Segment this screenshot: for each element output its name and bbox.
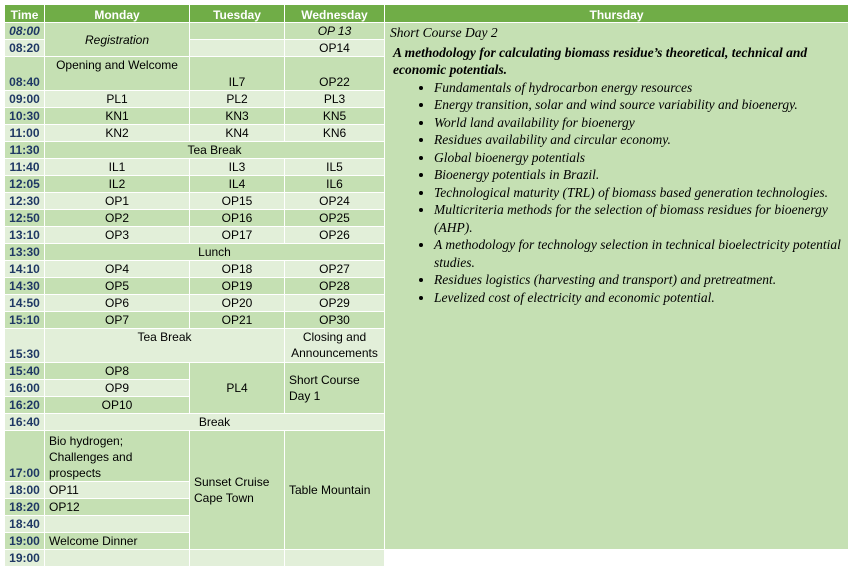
monday-op12: OP12 [45,499,190,516]
wednesday-op28: OP28 [285,278,385,295]
col-header-monday: Monday [45,5,190,23]
tuesday-pl4: PL4 [190,363,285,414]
monday-il1: IL1 [45,159,190,176]
time-cell: 18:40 [5,516,45,533]
header-row [5,5,849,23]
wednesday-op24: OP24 [285,193,385,210]
empty-cell [190,23,285,40]
time-cell: 12:05 [5,176,45,193]
topic-item: • Residues availability and circular economy. [434,131,844,149]
tuesday-pl2: PL2 [190,91,285,108]
time-cell: 16:20 [5,397,45,414]
monday-op5: OP5 [45,278,190,295]
monday-registration [45,23,190,57]
time-cell: 19:00 [5,550,45,567]
time-cell: 19:00 [5,533,45,550]
topic-item: • A methodology for technology selection in technical bioelectricity potential studies. [434,236,844,271]
wednesday-closing-announcements: Closing and Announcements [285,329,385,363]
wednesday-table-mountain: Table Mountain [285,431,385,550]
monday-op10: OP10 [45,397,190,414]
monday-pl1: PL1 [45,91,190,108]
tuesday-kn4: KN4 [190,125,285,142]
tuesday-op17: OP17 [190,227,285,244]
tuesday-op15: OP15 [190,193,285,210]
thursday-topic-list [390,79,844,307]
time-cell: 10:30 [5,108,45,125]
time-cell: 11:40 [5,159,45,176]
empty-cell [190,40,285,57]
monday-il2: IL2 [45,176,190,193]
tuesday-op18: OP18 [190,261,285,278]
time-cell: 11:30 [5,142,45,159]
monday-op11: OP11 [45,482,190,499]
tuesday-op19: OP19 [190,278,285,295]
topic-item: • Residues logistics (harvesting and transport) and pretreatment. [434,271,844,289]
wednesday-op22: OP22 [285,57,385,91]
time-cell: 12:50 [5,210,45,227]
wednesday-op26: OP26 [285,227,385,244]
monday-welcome-dinner: Welcome Dinner [45,533,190,550]
time-cell: 11:00 [5,125,45,142]
thursday-subtitle: Short Course Day 2 [390,25,498,40]
break-row: Break [45,414,385,431]
wednesday-op27: OP27 [285,261,385,278]
col-header-thursday: Thursday [385,5,849,23]
tuesday-op16: OP16 [190,210,285,227]
time-cell: 08:40 [5,57,45,91]
monday-kn1: KN1 [45,108,190,125]
monday-op2: OP2 [45,210,190,227]
time-cell: 13:30 [5,244,45,261]
monday-op7: OP7 [45,312,190,329]
time-cell: 17:00 [5,431,45,482]
monday-bio-hydrogen: Bio hydrogen; Challenges and prospects [45,431,190,482]
wednesday-op29: OP29 [285,295,385,312]
monday-op4: OP4 [45,261,190,278]
time-cell: 08:20 [5,40,45,57]
empty-cell [190,550,285,567]
time-cell: 15:30 [5,329,45,363]
tea-break-afternoon: Tea Break [45,329,285,363]
col-header-tuesday: Tuesday [190,5,285,23]
monday-opening-welcome: Opening and Welcome [45,57,190,91]
topic-item: • Bioenergy potentials in Brazil. [434,166,844,184]
monday-kn2: KN2 [45,125,190,142]
wednesday-il6: IL6 [285,176,385,193]
time-cell: 16:00 [5,380,45,397]
time-cell: 15:10 [5,312,45,329]
wednesday-op25: OP25 [285,210,385,227]
topic-item: • Energy transition, solar and wind source variability and bioenergy. [434,96,844,114]
time-cell: 14:50 [5,295,45,312]
wednesday-pl3: PL3 [285,91,385,108]
col-header-wednesday: Wednesday [285,5,385,23]
time-cell: 18:00 [5,482,45,499]
time-cell: 18:20 [5,499,45,516]
topic-item: • Technological maturity (TRL) of biomass based generation technologies. [434,184,844,202]
empty-cell [45,550,190,567]
time-cell: 14:30 [5,278,45,295]
tuesday-op20: OP20 [190,295,285,312]
tuesday-il4: IL4 [190,176,285,193]
time-cell: 13:10 [5,227,45,244]
time-cell: 14:10 [5,261,45,278]
wednesday-op30: OP30 [285,312,385,329]
thursday-short-course-panel [385,23,849,550]
topic-item: • Multicriteria methods for the selection of biomass residues for bioenergy (AHP). [434,201,844,236]
wednesday-il5: IL5 [285,159,385,176]
tea-break-row: Tea Break [45,142,385,159]
conference-schedule-table [4,4,849,567]
time-cell: 12:30 [5,193,45,210]
topic-item: • Global bioenergy potentials [434,149,844,167]
tuesday-kn3: KN3 [190,108,285,125]
topic-item: • Fundamentals of hydrocarbon energy resources [434,79,844,97]
wednesday-op13: OP 13 [285,23,385,40]
lunch-row: Lunch [45,244,385,261]
monday-op3: OP3 [45,227,190,244]
monday-op9: OP9 [45,380,190,397]
registration-label: Registration [84,32,150,47]
tuesday-il7: IL7 [190,57,285,91]
topic-item: • Levelized cost of electricity and economic potential. [434,289,844,307]
time-cell: 16:40 [5,414,45,431]
wednesday-kn6: KN6 [285,125,385,142]
tuesday-sunset-cruise: Sunset Cruise Cape Town [190,431,285,550]
monday-op6: OP6 [45,295,190,312]
wednesday-kn5: KN5 [285,108,385,125]
topic-item: • World land availability for bioenergy [434,114,844,132]
empty-cell [45,516,190,533]
tuesday-op21: OP21 [190,312,285,329]
time-cell: 09:00 [5,91,45,108]
wednesday-short-course-day1: Short Course Day 1 [285,363,385,414]
wednesday-op14: OP14 [285,40,385,57]
monday-op1: OP1 [45,193,190,210]
thursday-course-heading: A methodology for calculating biomass residue’s theoretical, technical and economic potentials. [393,44,808,77]
time-cell: 08:00 [5,23,45,40]
time-cell: 15:40 [5,363,45,380]
col-header-time: Time [5,5,45,23]
monday-op8: OP8 [45,363,190,380]
empty-cell [285,550,385,567]
tuesday-il3: IL3 [190,159,285,176]
